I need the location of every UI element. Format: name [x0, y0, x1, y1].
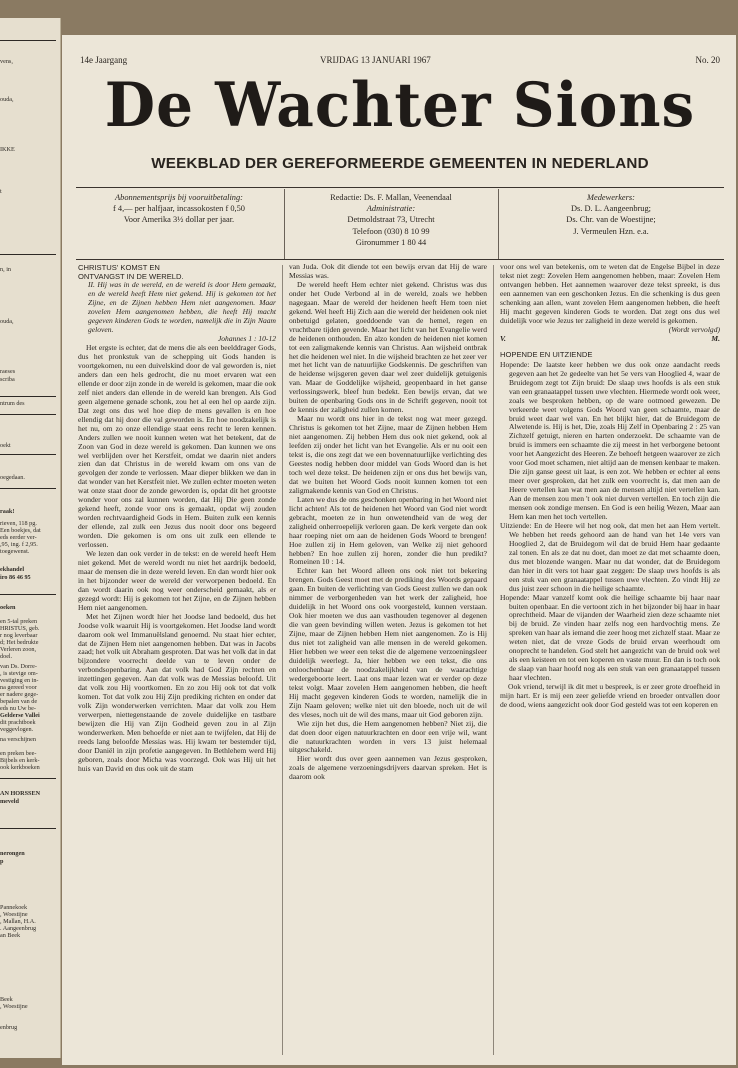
fragment-text: , Woestijne [0, 1003, 28, 1010]
article-paragraph: Hopende: Maar vanzelf komt ook die heilige schaamte bij haar naar buiten openbaar. En die vertoont zich in het bijzonder bij haar in haar oprechtheid. Maar de vijanden der Waarheid zien deze schaamte niet bij de bruid. Ze vinden haar zelfs nog een hardvochtig mens. Ze spreken van haar als iemand die zeer hoog met zichzelf staat. Maar ze weten niet, dat de vreze Gods de bruid ervan weerhoudt om onoprecht te handelen. God stelt het aangezicht van de bruid ook wel als een keisteen en tot een koperen en vaste muur. En dan is toch ook de slaap van haar hoofd nog als een stuk van een granaatappel tussen haar vlechten. [500, 592, 720, 683]
issue-date: VRIJDAG 13 JANUARI 1967 [320, 55, 431, 65]
article-heading: CHRISTUS' KOMST EN [78, 263, 160, 272]
article-paragraph: Het ergste is echter, dat de mens die als een beelddrager Gods, dus het pronkstuk van de schepping uit Gods handen is voortgekomen, nu een duivelskind door de val geworden is, niet anders dan een hels gedrocht, die nu moet ervaren wat een ellende er door zijn zonde in de wereld is gekomen, maar die ook zelf niet anders dan ellende in de wereld kan brengen. Als God geen algemene genade schonk, zou het al een hel op aarde zijn. Dat zegt ons dus wel hoe diep de mens gevallen is en hoe ellendig dat hij door die val geworden is. En hoe noodzakelijk is het nu, om zo onze ellendige staat eens recht te leren kennen. Anders zullen we nooit kunnen weten wat het betekent, dat de Zoon van God in deze wereld is gekomen. Dan kunnen we ons wel verblijden over het Kerstfeit, omdat we daarin niet anders zien dan dat Christus in de wereld kwam om ons van de gevolgen der zonde te verlossen. Maar dieper blikken we dan in dat wonder van het Kerstfeit niet. We zullen echter moeten weten wat onze staat door de zonde geworden is, opdat dit het grootste wonder voor ons zal kunnen worden, dat Hij Die geen zonde gekend heeft, zonde voor ons is gemaakt, opdat wij zouden worden rechtvaardigheid Gods in Hem. Buiten zulk een kennis der ellende, zal zulk een Jezus dus nooit door ons begeerd worden. Die gekomen is om ons uit zulk een ellende te verlossen. [78, 343, 276, 550]
fragment-text: Bijbels en kerk- [0, 757, 40, 764]
fragment-text: raeses [0, 368, 16, 375]
fragment-text: an Beek [0, 932, 21, 939]
article-column-1 [78, 263, 276, 774]
article-paragraph: We lezen dan ook verder in de tekst: en de wereld heeft Hem niet gekend. Met de wereld wordt nu niet het aardrijk bedoeld, maar de mensen die in deze wereld leven. En dan wordt hier ook in het bijzonder weer de wereld der verworpenen bedoeld. En dan wordt daarin ook nog weer onderscheid gemaakt, als er gezegd wordt: Hij is gekomen tot het Zijne, en de Zijnen hebben Hem niet aangenomen. [78, 549, 276, 612]
divider [0, 414, 56, 415]
signature-initial: V. [500, 333, 506, 343]
fragment-text: Een boekjes, dat [0, 527, 41, 534]
editorial-box [286, 192, 496, 248]
masthead-title: De Wachter Sions [104, 69, 696, 141]
fragment-text: raak! [0, 508, 15, 515]
divider [0, 254, 56, 255]
fragment-text: ouda, [0, 318, 14, 325]
column-divider [498, 189, 499, 259]
fragment-text: t [0, 188, 2, 195]
fragment-text: Beek [0, 996, 13, 1003]
fragment-text: ook kerkboeken [0, 764, 40, 771]
article-column-3 [500, 263, 720, 710]
article-heading: HOPENDE EN UITZIENDE [500, 349, 593, 359]
article-paragraph: voor ons wel van betekenis, om te weten dat de Engelse Bijbel in deze tekst niet zegt: Zovelen Hem aangenomen hebben, maar: Zovelen Hem ontvangen hebben. Het aannemen waarover deze tekst spreekt, is dus een aannemen van een geschonken Jezus. En die schenking is dus geen schenking aan allen, want zovelen Hem aangenomen hebben, die heeft Hij macht gegeven kinderen Gods te worden. Dat zegt ons dus wel duidelijk voor wie Jezus ter zaligheid in deze wereld is gekomen. [500, 262, 720, 325]
fragment-text: meveld [0, 798, 19, 805]
article-paragraph: Laten we dus de ons geschonken openbaring in het Woord niet licht achten! Als tot de heidenen het Woord van God niet wordt gebracht, moeten ze in hun onwetendheid van de weg der zaligheid onherroepelijk verloren gaan. De kerk vergete dan ook haar roeping niet om aan de heidenen Gods Woord te brengen! Hoe zullen zij in Hem geloven, van Welke zij niet gehoord hebben? En hoe zullen zij horen, zonder die hun predikt? Romeinen 10 : 14. [289, 494, 487, 567]
admin-address: Detmoldstraat 73, Utrecht [347, 215, 435, 225]
article-paragraph: Hier wordt dus over geen aannemen van Jezus gesproken, zoals de algemene verzoeningsdrijvers daarvan spreken. Het is daarom ook [289, 754, 487, 782]
fragment-text: oeken [0, 604, 16, 611]
fragment-text: rieven, 118 pg. [0, 520, 37, 527]
fragment-text: , Woestijne [0, 911, 28, 918]
divider [0, 778, 56, 779]
divider [0, 454, 56, 455]
header-divider [76, 187, 724, 188]
contributor: J. Vermeulen Hzn. e.a. [573, 226, 649, 236]
fragment-text: eds nu Uw be- [0, 705, 36, 712]
contributor: Ds. D. L. Aangeenbrug; [570, 204, 651, 214]
fragment-text: p [0, 858, 4, 865]
fragment-text: veggevlogen. [0, 726, 34, 733]
admin-giro: Gironummer 1 80 44 [355, 237, 427, 247]
fragment-text: n, in [0, 266, 12, 273]
admin-phone: Telefoon (030) 8 10 99 [352, 226, 430, 236]
divider [0, 40, 56, 41]
fragment-text: oegedaan. [0, 474, 25, 481]
article-paragraph: De wereld heeft Hem echter niet gekend. Christus was dus onder het Oude Verbond al in de wereld, zoals we hebben nagegaan. Maar de wereld der heidenen heeft Hem toen niet gekend. Wel heeft Hij Zich aan die wereld der heidenen ook niet onbetuigd gelaten, goeddoende van de hemel, regen en vruchtbare tijden gevende. Maar het licht van het Evangelie werd de heidenen onthouden. En alzo konden de heidenen niet komen tot een zaligmakende kennis van Christus. Aan wijsheid ontbrak het die heidenen wel niet. In die wijsheid brachten ze het zeer ver met het licht van de natuurlijke Godskennis. De geschriften van de heidense wijsgeren geven daar wel zeer duidelijk getuigenis van. Maar de Goddelijke wijsheid, geopenbaard in het ganse verlossingswerk, bleef hun bedekt. Een bewijs ervan, dat we buiten de openbaring Gods ons in de Schrift gegeven, nooit tot de kennis der zaligheid zullen komen. [289, 279, 487, 415]
fragment-text: , Mallan, H.A. [0, 918, 36, 925]
signature-initial: M. [711, 333, 720, 343]
contributors-box [500, 192, 722, 237]
contributors-label: Medewerkers: [587, 193, 635, 202]
article-paragraph: Hopende: De laatste keer hebben we dus ook onze aandacht reeds gegeven aan het 2e gedeelte van het 5e vers van Hooglied 4, waar de Bruidegom zegt tot Zijn bruid: De slaap uws hoofds is als een stuk van een granaatappel tussen uwe vlechten. Hiermede wordt ook weer, zoals we besproken hebben, op de ware ootmoed gewezen. De verkeerde weet volgens Gods Woord van geen schaamte, maar de bruid weet daar wel van. En het blijkt hier, dat de Bruidegom de Alwetende is. Hij is het, Die, zoals Hij Zelf in Openbaring 2 : 25 van Zichzelf getuigt, nieren en harten onderzoekt. De schaamte van de bruid is immers een schaamte die zij meest in het verborgene betoont voor het Aangezicht des Heeren. Ze behoeft hetgeen waarover ze zich voor God moet schamen, niet altijd aan de mensen kenbaar te maken. Die zijn ganse geest uit laat, is een zot. We hebben er echter al eens meer over gesproken, dat het zulk een voorrecht is, dat men aan de Heere vertellen kan wat men aan de mensen altijd niet vertellen kan. Aan de mensen zou men 't ook niet durven vertellen. En toch zijn die mensen ook zondige mensen. En God is een heilig Wezen, Maar aan Hem kan men het toch vertellen. [500, 359, 720, 521]
article-column-2 [289, 263, 487, 782]
contributor: Ds. Chr. van de Woestijne; [566, 215, 656, 225]
masthead-subtitle: WEEKBLAD DER GEREFORMEERDE GEMEENTEN IN NEDERLAND [151, 155, 649, 172]
article-heading: ONTVANGST IN DE WERELD. [78, 272, 184, 282]
fragment-text: iro 86 46 95 [0, 574, 31, 581]
admin-label: Administratie: [366, 204, 416, 214]
fragment-text: er nadere gege- [0, 691, 39, 698]
fragment-text: HRISTUS, geb. [0, 625, 40, 632]
fragment-text: nerongen [0, 850, 25, 857]
fragment-text: Pannekoek [0, 904, 28, 911]
article-paragraph: van Juda. Ook dit diende tot een bewijs ervan dat Hij de ware Messias was. [289, 262, 487, 280]
subscription-label: Abonnementsprijs bij vooruitbetaling: [115, 193, 243, 202]
fragment-text: enbrug [0, 1024, 18, 1031]
fragment-text: IKKE [0, 146, 15, 153]
subscription-box [76, 192, 282, 226]
fragment-text: vestiging en in- [0, 677, 39, 684]
fragment-text: ouda, [0, 96, 14, 103]
fragment-text: r nog leverbaar [0, 632, 38, 639]
fragment-text: en preken bee- [0, 750, 37, 757]
issue-number: No. 20 [695, 55, 720, 65]
fragment-text: Gelderse Vallei [0, 712, 40, 719]
subscription-price: f 4,— per halfjaar, incassokosten f 0,50 [113, 204, 245, 214]
divider [0, 488, 56, 489]
article-paragraph: Wie zijn het dus, die Hem aangenomen hebben? Niet zij, die dat doen door eigen natuurkrachten en door een vrije wil, want die natuurkrachten worden in vers 13 juist helemaal uitgeschakeld. [289, 718, 487, 755]
header-divider [76, 259, 724, 260]
fragment-text: vens, [0, 58, 13, 65]
fragment-text: scriba [0, 376, 15, 383]
fragment-text: bepalen van de [0, 698, 38, 705]
column-divider [284, 189, 285, 259]
article-paragraph: Echter kan het Woord alleen ons ook niet tot bekering brengen. Gods Geest moet met de prediking des Woords gepaard gaan. En buiten de verlichting van Gods Geest zullen we dan ook nimmer de verborgenheden van het werk der zaligheid, hoe duidelijk in het Woord ons ook voorgesteld, kunnen verstaan. Ook hier moeten we dus aan vasthouden tegenover al degenen die van geen bevinding willen weten. Jezus is gekomen tot het Zijne, maar de Zijnen hebben Hem niet aangenomen. Zo is Hij dus niet tot zaligheid van alle mensen in de wereld gekomen. Hier hebben we weer een tekst die de algemene verzoeningsleer duidelijk weerlegt. Ja, hier hebben we een tekst, die ons onloochenbaar de noodzakelijkheid van de waarachtige wedergeboorte leert. Laat ons maar lezen wat er verder op deze tekst volgt. Maar zovelen Hem aangenomen hebben, die heeft Hij macht gegeven kinderen Gods te worden, namelijk die in Zijn Naam geloven; welke niet uit den bloede, noch uit de wil des vleses, noch uit de wil des mans, maar uit God geboren zijn. [289, 566, 487, 719]
fragment-text: van Ds. Dorre- [0, 663, 37, 670]
fragment-text: . Aangeenbrug [0, 925, 37, 932]
fragment-text: doel. [0, 653, 13, 660]
newspaper-page [62, 35, 736, 1065]
fragment-text: ,95, ing. f 2,95. [0, 541, 38, 548]
article-paragraph: Maar nu wordt ons hier in de tekst nog wat meer gezegd. Christus is gekomen tot het Zijne, maar de Zijnen hebben Hem niet aangenomen. Zij hebben Hem dus ook niet gekend, ook al leefden zij onder het licht van het Evangelie. Als er nu ooit een tekst is, die ons zegt dat we een bovennatuurlijke verlichting des Geestes nodig hebben door middel van Gods Woord dan is het toch wel deze tekst. De heidenen zijn er ons dus het bewijs van, dat we buiten het Woord Gods nooit kunnen komen tot een zaligmakende kennis van God en Christus. [289, 414, 487, 495]
fragment-text: toegewenst. [0, 548, 30, 555]
fragment-text: d; Het bedrukte [0, 639, 39, 646]
article-paragraph: Uitziende: En de Heere wil het nog ook, dat men het aan Hem vertelt. We hebben het reeds gehoord aan de hand van het 14e vers van Hooglied 2, dat de Bruidegom wil dat de bruid Hem haar gedaante zal tonen. En als ze dat nu doet, dan moet ze dat met schaamte doen, dus met blozende wangen. Maar nu dat wonder, dat de Bruidegom dan hier in dit vers tot haar gaat zeggen: De slaap uws hoofds is als een stuk van een granaatappel tussen uwe vlechten. Zo vindt Hij ze dus juist zeer schoon in die heilige schaamte. [500, 520, 720, 593]
column-divider [493, 265, 494, 1055]
fragment-text: na verschijnen [0, 736, 36, 743]
fragment-text: en 5-tal preken [0, 618, 38, 625]
to-be-continued: (Wordt vervolgd) [668, 324, 720, 334]
article-paragraph: Met het Zijnen wordt hier het Joodse land bedoeld, dus het Joodse volk waaruit Hij is voortgekomen. Het Joodse land wordt daarom ook wel Immanuëlsland genoemd. Nu staat hier echter, dat de Zijnen Hem niet aangenomen hebben. Dat was in Jacobs zaad; het volk uit Abraham gesproten. Dat was het volk dat in dat bijzondere voorrecht deelde van te leven onder de verbondsopenbaring. Aan dat volk had God Zijn rechten en inzettingen gegeven. Aan dat volk was de Messias beloofd. Uit dat volk zou Hij voortkomen. En zo zou Hij ook tot dat volk komen. Tot dat volk zou Hij Zijn prediking richten en onder dat volk Zijn wonderwerken verrichten. Maar dat volk zou Hem verwerpen, niettegenstaande de zovele duidelijke en tastbare bewijzen die Hij van Zijn Godheid geven zou in al Zijn wonderwerken. Men behoefde er niet aan te twijfelen, dat Hij de reeds lang beloofde Messias was. Hij kwam ter bestemder tijd, door Daniël in zijn profetie aangegeven. In Bethlehem werd Hij geboren, zoals door Micha was voorzegd. Ook was Hij uit het huis van David en dus ook uit de stam [78, 611, 276, 773]
scripture-reference: Johannes 1 : 10-12 [217, 334, 276, 344]
scripture-quote: II. Hij was in de wereld, en de wereld is door Hem gemaakt, en de wereld heeft Hem niet gekend. Hij is gekomen tot het Zijne, en de Zijnen hebben Hem niet aangenomen. Maar zovelen Hem aangenomen hebben, die heeft Hij macht gegeven kinderen Gods te worden, namelijk die in Zijn Naam geloven. [88, 280, 276, 335]
column-divider [282, 265, 283, 1055]
fragment-text: dit prachtboek [0, 719, 36, 726]
fragment-text: oekt [0, 442, 11, 449]
divider [0, 594, 56, 595]
subscription-america: Voor Amerika 3½ dollar per jaar. [123, 215, 235, 225]
volume-label: 14e Jaargang [80, 55, 128, 65]
fragment-text: Verleren zoon, [0, 646, 37, 653]
divider [0, 396, 56, 397]
adjacent-page-fragment [0, 18, 61, 1058]
fragment-text: ntrum des [0, 400, 25, 407]
fragment-text: AN HORSSEN [0, 790, 41, 797]
divider [0, 828, 56, 829]
editor-line: Redactie: Ds. F. Mallan, Veenendaal [330, 193, 452, 202]
fragment-text: na gereed voor [0, 684, 37, 691]
fragment-text: , is stevige om- [0, 670, 38, 677]
fragment-text: ekhandel [0, 566, 25, 573]
signature-line [500, 335, 720, 344]
article-paragraph: Ook vriend, terwijl ik dit met u bespreek, is er zeer grote droefheid in mijn hart. Er is mij een zeer geliefde vriend en broeder ontvallen door de dood, wiens aangezicht ook door God gesteld was tot een koperen en [500, 682, 720, 709]
fragment-text: eds eerder ver- [0, 534, 37, 541]
